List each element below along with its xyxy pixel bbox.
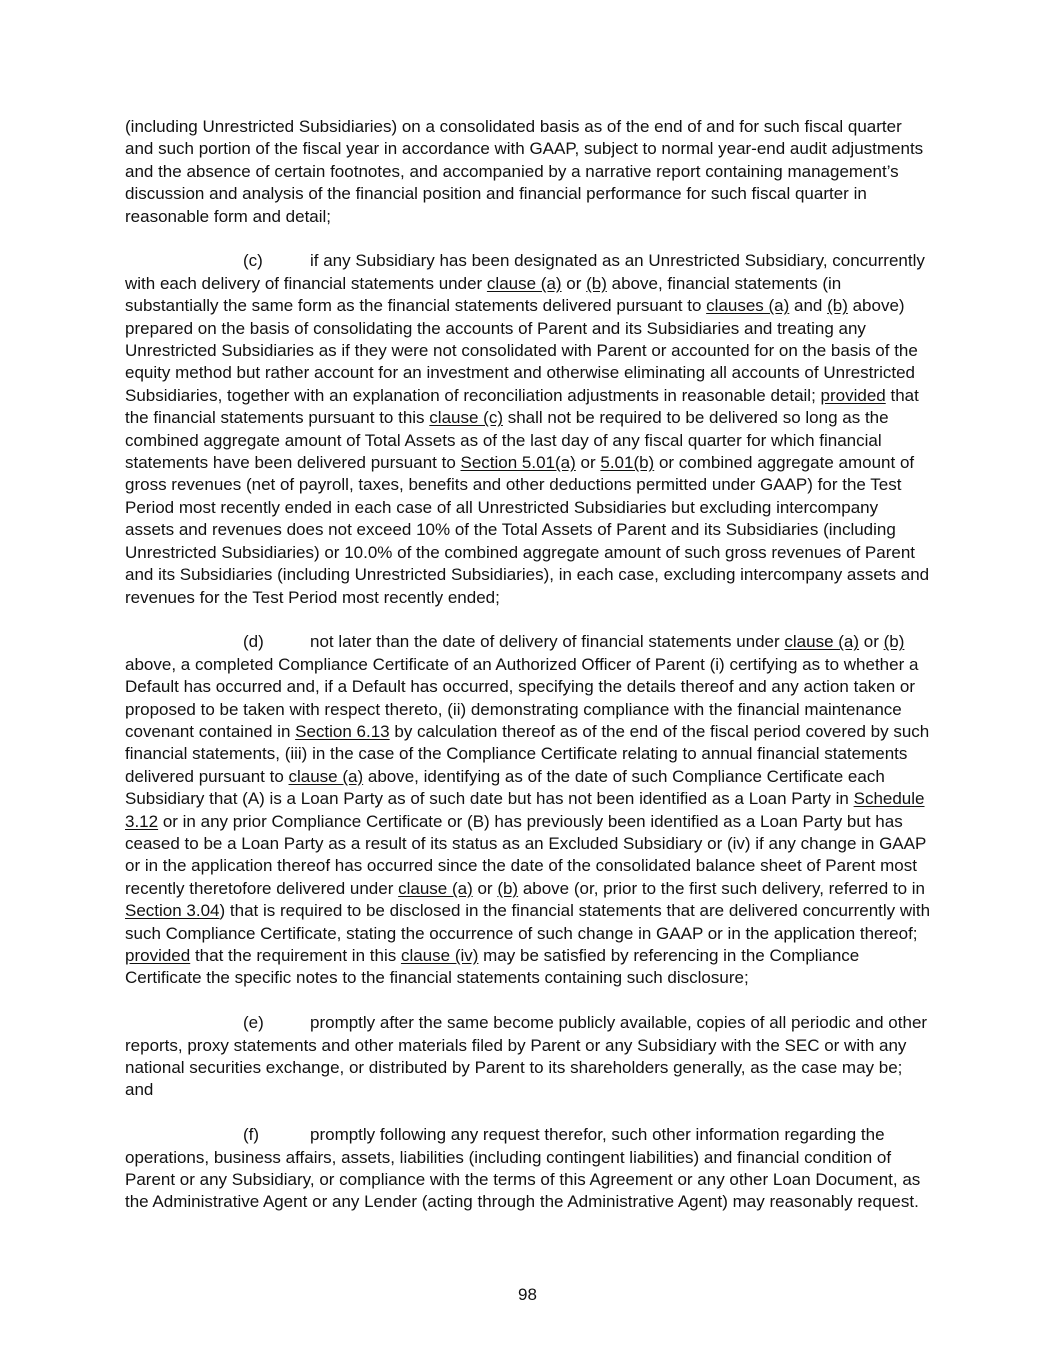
cross-reference: clauses (a): [706, 296, 790, 316]
text-run: shall not be required to be delivered so long as the combined aggregate amount of Total Assets as of the last day of any fiscal quarter for which financial statements have been delivered pursuant to: [125, 408, 889, 473]
text-run: or in any prior Compliance Certificate or (B) has previously been identified as a Loan Party but has ceased to be a Loan Party as a result of its status as an Excluded Subsidiary or (iv) if any change in GAAP or in the application thereof has occurred since the date of the consolidated balance sheet of Parent most recently theretofore delivered under: [125, 811, 927, 898]
text-run: or: [859, 632, 884, 652]
cross-reference: clause (a): [486, 273, 562, 293]
cross-reference: (b): [497, 878, 519, 898]
text-run: above) prepared on the basis of consolidating the accounts of Parent and its Subsidiaries and treating any Unrestricted Subsidiaries as if they were not consolidated with Parent or accounted for on the basis of the equity method but rather account for an investment and otherwise eliminating all accounts of Unrestricted Subsidiaries, together with an explanation of reconciliation adjustments in reasonable detail;: [125, 296, 918, 405]
text-run: promptly after the same become publicly available, copies of all periodic and other reports, proxy statements and other materials filed by Parent or any Subsidiary with the SEC or with any national securities exchange, or distributed by Parent to its shareholders generally, as the case may be; and: [125, 1013, 928, 1100]
text-run: above, identifying as of the date of such Compliance Certificate each Subsidiary that (A) is a Loan Party as of such date but has not been identified as a Loan Party in: [125, 766, 885, 809]
cross-reference: clause (c): [429, 408, 503, 428]
cross-reference: (b): [883, 632, 905, 652]
cross-reference: clause (a): [398, 878, 473, 898]
text-run: may be satisfied by referencing in the Compliance Certificate the specific notes to the financial statements containing such disclosure;: [125, 946, 860, 988]
document-body: [125, 116, 931, 1236]
text-run: or: [575, 453, 601, 473]
text-run: that the financial statements pursuant to this: [125, 385, 919, 428]
text-run: if any Subsidiary has been designated as an Unrestricted Subsidiary, concurrently with each delivery of financial statements under: [125, 251, 925, 293]
text-run: not later than the date of delivery of financial statements under: [310, 632, 785, 652]
text-run: above, a completed Compliance Certificate of an Authorized Officer of Parent (i) certifying as to whether a Default has occurred and, if a Default has occurred, specifying the details thereof and any action taken or proposed to be taken with respect thereto, (ii) demonstrating compliance with the financial maintenance covenant contained in: [125, 654, 919, 741]
cross-reference: Schedule 3.12: [125, 789, 925, 831]
text-run: by calculation thereof as of the end of the fiscal period covered by such financial statements, (iii) in the case of the Compliance Certificate relating to annual financial statements delivered pursuant to: [125, 721, 930, 786]
cross-reference: Section 6.13: [295, 721, 390, 741]
text-run: above, financial statements (in substantially the same form as the financial statements delivered pursuant to: [125, 273, 842, 316]
clause-paragraph-d: [125, 631, 931, 990]
cross-reference: (b): [827, 296, 848, 316]
clause-marker: (f): [243, 1125, 260, 1145]
cross-reference: clause (iv): [400, 946, 479, 965]
cross-reference: clause (a): [784, 632, 860, 652]
clause-marker: (c): [243, 251, 263, 271]
body-paragraph: [125, 116, 931, 228]
cross-reference: clause (a): [288, 766, 364, 786]
clause-paragraph-f: [125, 1124, 931, 1214]
text-run: (including Unrestricted Subsidiaries) on a consolidated basis as of the end of and for such fiscal quarter and such portion of the fiscal year in accordance with GAAP, subject to normal year-end audit adjustments and the absence of certain footnotes, and accompanied by a narrative report containing management’s discussion and analysis of the financial position and financial performance for such fiscal quarter in reasonable form and detail;: [125, 117, 924, 226]
text-run: or combined aggregate amount of gross revenues (net of payroll, taxes, benefits and other deductions permitted under GAAP) for the Test Period most recently ended in each case of all Unrestricted Subsidiaries but excluding intercompany assets and revenues does not exceed 10% of the Total Assets of Parent and its Subsidiaries (including Unrestricted Subsidiaries) or 10.0% of the combined aggregate amount of such gross revenues of Parent and its Subsidiaries (including Unrestricted Subsidiaries), in each case, excluding intercompany assets and revenues for the Test Period most recently ended;: [125, 453, 930, 607]
cross-reference: Section 3.04: [125, 901, 220, 921]
text-run: above (or, prior to the first such delivery, referred to in: [518, 878, 926, 898]
clause-paragraph-e: [125, 1012, 931, 1102]
cross-reference: (b): [586, 273, 607, 293]
text-run: or: [561, 273, 587, 293]
cross-reference: provided: [820, 385, 886, 405]
text-run: and: [789, 296, 828, 316]
clause-paragraph-c: [125, 250, 931, 609]
text-run: that the requirement in this: [190, 946, 401, 965]
clause-marker: (d): [243, 632, 264, 652]
cross-reference: provided: [125, 946, 191, 965]
cross-reference: Section 5.01(a): [460, 453, 576, 473]
text-run: ) that is required to be disclosed in the financial statements that are delivered concurrently with such Compliance Certificate, stating the occurrence of such change in GAAP or in the application thereof;: [125, 901, 931, 943]
text-run: promptly following any request therefor, such other information regarding the operations, business affairs, assets, liabilities (including contingent liabilities) and financial condition of Parent or any Subsidiary, or compliance with the terms of this Agreement or any other Loan Document, as the Administrative Agent or any Lender (acting through the Administrative Agent) may reasonably request.: [125, 1125, 921, 1212]
page-footer: [0, 1284, 1055, 1306]
cross-reference: 5.01(b): [600, 453, 655, 473]
text-run: or: [472, 878, 498, 898]
page-number: 98: [518, 1285, 537, 1304]
clause-marker: (e): [243, 1013, 264, 1033]
